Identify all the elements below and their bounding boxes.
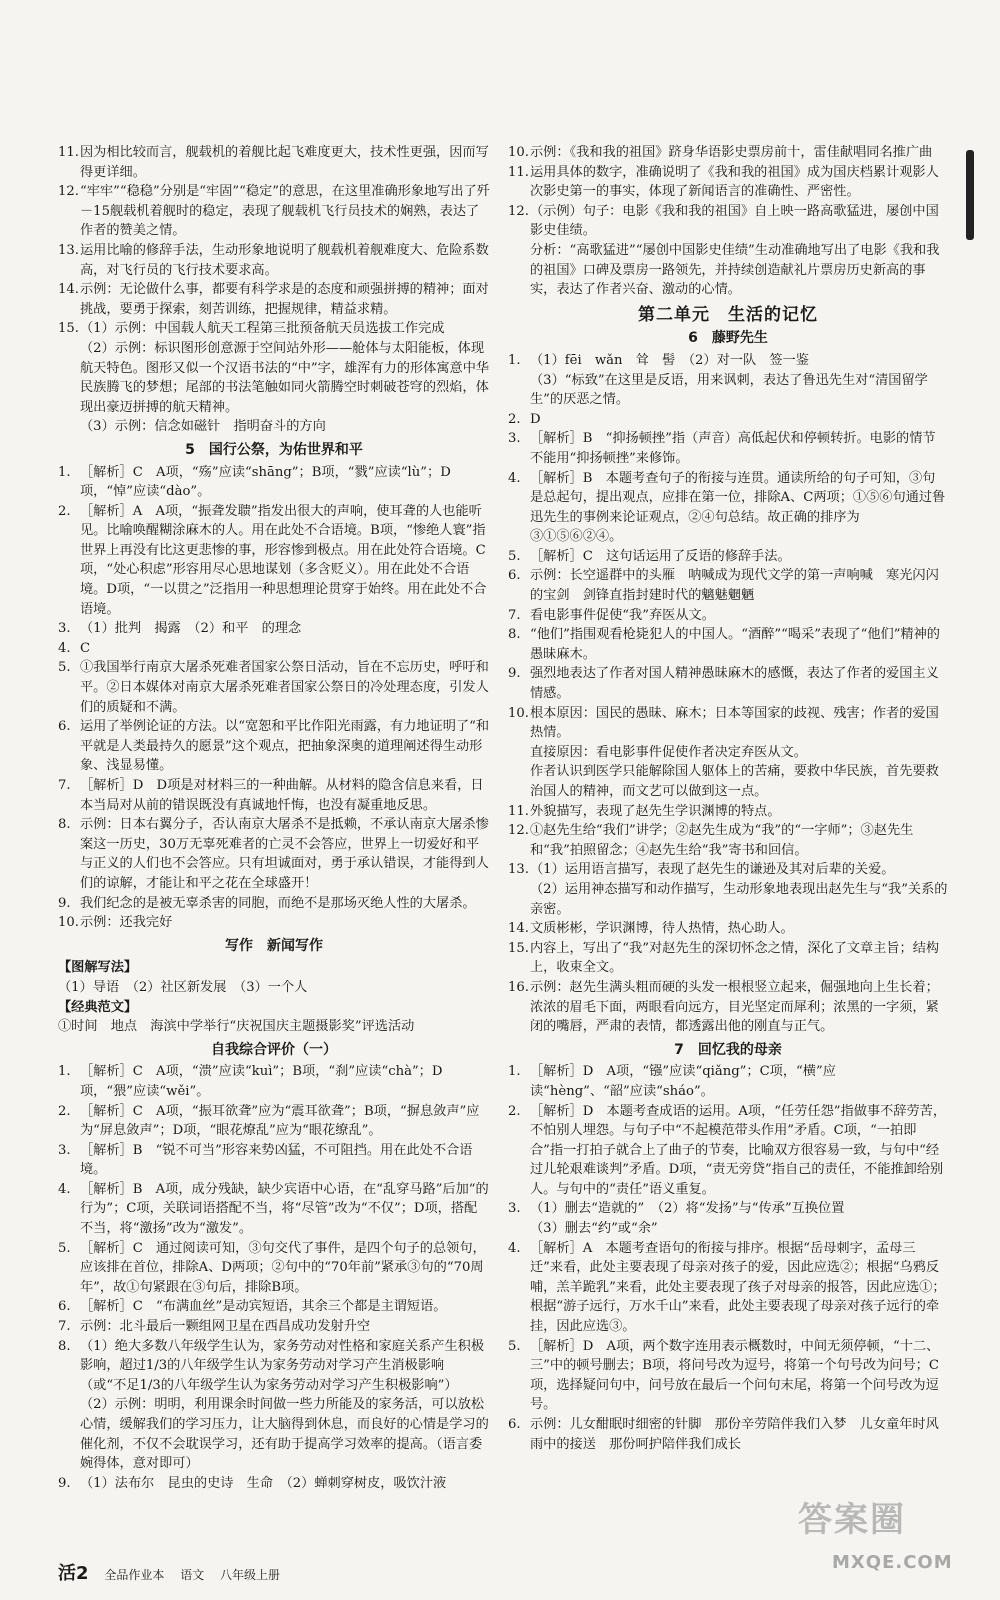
answer-subitem: （2）示例：明明，利用课余时间做一些力所能及的家务活，可以放松心情，缓解我们的学习压力，让大脑得到休息，而良好的心情是学习的催化剂，不仅不会耽误学习，还有助于提高学习效率的提高。（语言委婉得体，意对即可） [80, 1397, 489, 1472]
item-text: 示例：北斗最后一颗组网卫星在西昌成功发射升空 [80, 1319, 371, 1335]
answer-item [58, 1474, 490, 1494]
answer-item [508, 1102, 948, 1200]
item-number: 11. [508, 164, 529, 180]
item-text: 示例：日本右翼分子，否认南京大屠杀不是抵赖，不承认南京大屠杀惨案这一历史，30万无辜死难者的亡灵不会答应，世界上一切爱好和平与正义的人们也不会答应。只有坦诚面对，勇于承认错误，才能得到人们的谅解，才能让和平之花在全球盛开！ [80, 817, 489, 891]
item-text: ［解析］C A项，“溃”应读“kuì”；B项，“刹”应读“chà”；D项，“猥”应读“wěi”。 [80, 1064, 443, 1099]
bracket-heading: 【图解写法】 [58, 960, 138, 976]
answer-item [508, 1415, 948, 1454]
item-number: 3. [58, 1142, 71, 1158]
item-text: 内容上，写出了“我”对赵先生的深切怀念之情，深化了文章主旨；结构上，收束全文。 [530, 940, 940, 976]
answer-item [58, 1239, 490, 1298]
answer-item [508, 143, 948, 163]
item-text: 根本原因：国民的愚昧、麻木；日本等国家的歧视、残害；作者的爱国热情。 [530, 705, 939, 741]
item-number: 6. [58, 1299, 71, 1315]
item-text: ［解析］D 本题考查成语的运用。A项，“任劳任怨”指做事不辞劳苦，不怕别人埋怨。与句子中“不起模范带头作用”矛盾。C项，“一拍即合”指一打拍子就合上了曲子的节奏，比喻双方很容易一致，与句中“经过儿轮艰难谈判”矛盾。D项，“责无旁贷”指自己的责任，不能推卸给别人。与句中的“责任”语义重复。 [530, 1103, 947, 1197]
answer-item [58, 619, 490, 639]
item-text: （1）法布尔 昆虫的史诗 生命 （2）蝉刺穿树皮，吸饮汁液 [80, 1475, 447, 1491]
item-text: 外貌描写，表现了赵先生学识渊博的特点。 [530, 803, 781, 819]
item-text: ［解析］C 这句话运用了反语的修辞手法。 [530, 548, 791, 564]
item-text: ［解析］C A项，“振耳欲聋”应为“震耳欲聋”；B项，“摒息敛声”应为“屏息敛声”；D项，“眼花燎乱”应为“眼花缭乱”。 [80, 1103, 480, 1139]
item-number: 7. [508, 607, 521, 623]
item-text: （1）fēi wǎn 耸 髻 （2）对一队 签一鉴 [530, 352, 809, 368]
answer-item [58, 143, 490, 182]
answer-item [58, 1337, 490, 1396]
item-text: 看电影事件促使“我”弃医从文。 [530, 607, 715, 623]
answer-item [508, 202, 948, 241]
answer-item [508, 625, 948, 664]
answer-subitem: 作者认识到医学只能解除国人躯体上的苦痛，要救中华民族，首先要救治国人的精神，而文艺可以做到这一点。 [530, 764, 939, 799]
item-text: ［解析］C A项，“殇”应读“shāng”；B项，“戮”应读“lù”；D项，“悼”应读“dào”。 [80, 464, 451, 500]
item-number: 1. [58, 1064, 71, 1080]
answer-item [58, 1180, 490, 1239]
item-text: 我们纪念的是被无辜杀害的同胞，而绝不是那场灭绝人性的大屠杀。 [80, 895, 476, 911]
item-text: （1）批判 揭露 （2）和平 的理念 [80, 621, 302, 637]
item-text: 文质彬彬，学识渊博，待人热情，热心助人。 [530, 921, 794, 937]
item-number: 13. [508, 862, 529, 878]
answer-item [508, 163, 948, 202]
item-text: 示例：赵先生满头粗而硬的头发一根根竖立起来，倔强地向上生长着；浓浓的眉毛下面，两眼看向远方，目光坚定而犀利；浓黑的一字须，紧闭的嘴唇，严肃的表情，都透露出他的刚直与正气。 [530, 979, 939, 1035]
item-number: 3. [58, 621, 71, 637]
answer-item [58, 639, 490, 659]
item-text: ［解析］A 本题考查语句的衔接与排序。根据“岳母刺字，孟母三迁”来看，此处主要表现了母亲对孩子的爱，因此应选②；根据“乌鸦反哺，羔羊跪乳”来看，此处主要表现了孩子对母亲的报答，因此应选①；根据“游子远行，万水千山”来看，此处主要表现了母亲对孩子远行的牵挂，因此应选③。 [530, 1240, 946, 1335]
answer-item [508, 1199, 948, 1219]
answer-item [58, 913, 490, 933]
item-text: D [530, 411, 541, 427]
item-number: 7. [58, 1319, 71, 1335]
answer-item [508, 821, 948, 860]
plain-line: （1）导语 （2）社区新发展 （3）一个人 [58, 979, 308, 995]
item-number: 3. [508, 431, 521, 447]
answer-item [58, 182, 490, 241]
answer-subitem: （3）“标致”在这里是反语，用来讽刺，表达了鲁迅先生对“清国留学生”的厌恶之情。 [530, 372, 928, 408]
item-number: 6. [58, 719, 71, 735]
page-footer [58, 1559, 280, 1585]
item-text: ［解析］D A项，两个数字连用表示概数时，中间无须停顿，“十二、三”中的顿号删去；B项，将问号改为逗号，将第一个句号改为问号；C项，选择疑问句中，问号放在最后一个问句末尾，将第一个问号改为逗号。 [530, 1338, 940, 1413]
answer-item [508, 410, 948, 430]
answer-item [508, 939, 948, 978]
item-text: 运用比喻的修辞手法，生动形象地说明了舰载机着舰难度大、危险系数高，对飞行员的飞行技术要求高。 [80, 242, 489, 278]
section-title: 写作 新闻写作 [225, 937, 323, 954]
item-text: ［解析］B A项，成分残缺，缺少宾语中心语，在“乱穿马路”后加“的行为”；C项，关联词语搭配不当，将“尽管”改为“不仅”；D项，搭配不当，将“激扬”改为“激发”。 [80, 1181, 489, 1237]
item-number: 9. [58, 895, 71, 911]
item-number: 6. [508, 1417, 521, 1432]
answer-item [508, 606, 948, 626]
item-number: 14. [58, 282, 79, 298]
item-text: C [80, 640, 91, 656]
watermark-url: MXQE.COM [832, 1552, 953, 1573]
item-number: 5. [508, 548, 521, 564]
item-number: 2. [58, 1103, 71, 1119]
item-text: 运用具体的数字，准确说明了《我和我的祖国》成为国庆档累计观影人次影史第一的事实，体现了新闻语言的准确性、严密性。 [530, 164, 939, 200]
item-text: ［解析］B “锐不可当”形容来势凶猛，不可阻挡。用在此处不合语境。 [80, 1142, 473, 1178]
item-number: 6. [508, 568, 521, 584]
answer-item [508, 1337, 948, 1415]
answer-item [508, 1062, 948, 1101]
bracket-heading: 【经典范文】 [58, 999, 138, 1015]
item-number: 1. [58, 464, 71, 480]
subject-name: 语文 [180, 1568, 205, 1582]
answer-item [58, 894, 490, 914]
item-text: ［解析］D D项是对材料三的一种曲解。从材料的隐含信息来看，日本当局对从前的错误既没有真诚地忏悔，也没有凝重地反思。 [80, 778, 484, 813]
edge-mark [966, 150, 974, 240]
answer-item [508, 469, 948, 547]
item-number: 2. [508, 411, 521, 427]
item-number: 12. [508, 823, 529, 839]
grade-name: 八年级上册 [220, 1568, 281, 1582]
watermark [792, 1490, 992, 1590]
item-number: 8. [58, 817, 71, 833]
item-number: 16. [508, 979, 529, 995]
item-text: （1）示例：中国载人航天工程第三批预备航天员选拔工作完成 [80, 321, 445, 337]
answer-item [58, 658, 490, 717]
answer-item [508, 919, 948, 939]
item-number: 8. [58, 1338, 71, 1354]
item-text: 示例：长空遥群中的头雁 呐喊成为现代文学的第一声响喊 寒光闪闪的宝剑 剑锋直指封建时代的魑魅魍魉 [530, 568, 939, 604]
answer-item [508, 860, 948, 880]
item-number: 4. [508, 1240, 521, 1256]
answer-item [58, 1062, 490, 1101]
watermark-logo: 答案圈 [798, 1500, 906, 1540]
answer-item [58, 1141, 490, 1180]
item-text: 示例：无论做什么事，都要有科学求是的态度和顽强拼搏的精神；面对挑战，要勇于探索，刻苦训练，把握规律，精益求精。 [80, 282, 489, 317]
item-text: 运用了举例论证的方法。以“宽恕和平比作阳光雨露，有力地证明了“和平就是人类最持久的愿景”这个观点，把抽象深奥的道理阐述得生动形象、浅显易懂。 [80, 719, 490, 774]
answer-item [58, 1102, 490, 1141]
answer-item [58, 463, 490, 502]
item-number: 5. [58, 1240, 71, 1256]
item-number: 14. [508, 921, 529, 937]
item-number: 4. [58, 640, 71, 656]
answer-item [58, 280, 490, 319]
item-text: 示例：《我和我的祖国》跻身华语影史票房前十，雷佳献唱同名推广曲 [530, 145, 933, 160]
item-text: 强烈地表达了作者对国人精神愚昧麻木的感慨，表达了作者的爱国主义情感。 [530, 666, 939, 702]
item-number: 10. [58, 915, 79, 931]
item-number: 13. [58, 242, 79, 258]
answer-item [508, 802, 948, 822]
answer-item [58, 1317, 490, 1337]
section-title: 5 国行公祭，为佑世界和平 [185, 441, 363, 458]
item-number: 5. [508, 1338, 521, 1354]
answer-item [508, 664, 948, 703]
item-number: 10. [508, 145, 529, 160]
item-text: ［解析］C “布满血丝”是动宾短语，其余三个都是主谓短语。 [80, 1299, 447, 1315]
item-text: “牢牢”“稳稳”分别是“牢固”“稳定”的意思，在这里准确形象地写出了歼－15舰载机着舰时的稳定，表现了舰载机飞行员技术的娴熟，表达了作者的赞美之情。 [80, 184, 490, 239]
answer-item [508, 566, 948, 605]
answer-item [58, 815, 490, 893]
item-text: ［解析］D A项，“镪”应读“qiǎng”；C项，“横”应读“hèng”、“韶”应读“sháo”。 [530, 1064, 836, 1099]
item-number: 12. [58, 184, 79, 200]
right-column [508, 143, 948, 1454]
series-name: 全品作业本 [104, 1568, 165, 1582]
answer-item [508, 351, 948, 371]
answer-subitem: （3）删去“约”或“余” [530, 1221, 658, 1237]
section-title: 自我综合评价（一） [211, 1041, 337, 1058]
item-text: ①我国举行南京大屠杀死难者国家公祭日活动，旨在不忘历史，呼吁和平。②日本媒体对南京大屠杀死难者国家公祭日的冷处理态度，引发人们的质疑和不满。 [80, 660, 489, 715]
plain-line: ①时间 地点 海滨中学举行“庆祝国庆主题摄影奖”评选活动 [58, 1019, 415, 1035]
item-number: 11. [58, 145, 79, 160]
item-number: 1. [508, 1064, 521, 1080]
item-text: （1）绝大多数八年级学生认为，家务劳动对性格和家庭关系产生积极影响，超过1/3的八年级学生认为家务劳动对学习产生消极影响（或“不足1/3的八年级学生认为家务劳动对学习产生积极影响”） [80, 1338, 485, 1393]
item-number: 1. [508, 352, 521, 368]
item-number: 9. [58, 1475, 71, 1491]
left-column [58, 143, 490, 1493]
answer-item [58, 1297, 490, 1317]
item-number: 10. [508, 705, 529, 721]
item-number: 9. [508, 666, 521, 682]
item-text: “他们”指围观看枪毙犯人的中国人。“酒醉”“喝采”表现了“他们”精神的愚昧麻木。 [530, 627, 940, 662]
answer-item [58, 319, 490, 339]
item-text: （1）删去“造就的” （2）将“发扬”与“传承”互换位置 [530, 1201, 845, 1217]
answer-subitem: （2）示例：标识图形创意源于空间站外形——舱体与太阳能板，体现航天特色。图形又似一个汉语书法的“中”字，雄浑有力的形体寓意中华民族腾飞的梦想；尾部的书法笔触如同火箭腾空时刺破苍穹的烈焰，体现出豪迈拼搏的航天精神。 [80, 340, 490, 415]
answer-subitem: （2）运用神态描写和动作描写，生动形象地表现出赵先生与“我”关系的亲密。 [530, 881, 948, 917]
answer-subitem: 分析：“高歌猛进”“屡创中国影史佳绩”生动准确地写出了电影《我和我的祖国》口碑及票房一路领先，并持续创造献礼片票房历史新高的事实，表达了作者兴奋、激动的心情。 [530, 242, 940, 298]
answer-item [508, 704, 948, 743]
item-number: 4. [58, 1181, 71, 1197]
item-number: 11. [508, 803, 529, 819]
item-text: ［解析］B “抑扬顿挫”指（声音）高低起伏和停顿转折。电影的情节不能用“抑扬顿挫”来修饰。 [530, 431, 936, 466]
item-number: 2. [58, 503, 71, 519]
answer-item [508, 978, 948, 1037]
answer-item [58, 502, 490, 620]
item-text: ［解析］C 通过阅读可知，③句交代了事件，是四个句子的总领句，应该排在首位，排除A、D两项；②句中的“70年前”紧承③句的“70周年”，故①句紧跟在③句后，排除B项。 [80, 1240, 486, 1295]
item-number: 15. [508, 940, 529, 956]
item-text: 示例：还我完好 [80, 915, 173, 931]
answer-item [58, 241, 490, 280]
item-text: 因为相比较而言，舰载机的着舰比起飞难度更大，技术性更强，因而写得更详细。 [80, 145, 489, 180]
item-text: （示例）句子：电影《我和我的祖国》自上映一路高歌猛进，屡创中国影史佳绩。 [530, 203, 939, 239]
item-number: 7. [58, 778, 71, 793]
item-number: 2. [508, 1103, 521, 1119]
item-text: ［解析］A A项，“振聋发聩”指发出很大的声响，使耳聋的人也能听见。比喻唤醒糊涂麻木的人。用在此处不合语境。B项，“惨绝人寰”指世界上再没有比这更悲惨的事，形容惨到极点。用在此处符合语境。C项，“处心积虑”形容用尽心思地谋划（多含贬义）。用在此处不合语境。D项，“一以贯之”泛指用一种思想理论贯穿于始终。用在此处不合语境。 [80, 503, 487, 617]
unit-title: 第二单元 生活的记忆 [638, 304, 818, 325]
item-text: ［解析］B 本题考查句子的衔接与连贯。通读所给的句子可知，③句是总起句，提出观点，应排在第一位，排除A、C两项；①⑤⑥句通过鲁迅先生的事例来论证观点，②④句总结。故正确的排序为③①⑤⑥②④。 [530, 470, 946, 545]
answer-item [508, 547, 948, 567]
answer-item [508, 1239, 948, 1337]
page-number: 活2 [58, 1563, 89, 1584]
item-text: 示例：儿女酣眠时细密的针脚 那份辛劳陪伴我们入梦 儿女童年时风雨中的接送 那份呵护陪伴我们成长 [530, 1417, 939, 1452]
section-title: 6 藤野先生 [688, 330, 768, 347]
item-number: 12. [508, 203, 529, 219]
answer-item [58, 776, 490, 815]
answer-subitem: （3）示例：信念如磁针 指明奋斗的方向 [80, 419, 326, 435]
item-number: 8. [508, 627, 521, 643]
item-text: （1）运用语言描写，表现了赵先生的谦逊及其对后辈的关爱。 [530, 862, 895, 878]
item-number: 5. [58, 660, 71, 676]
section-title: 7 回忆我的母亲 [674, 1041, 782, 1058]
answer-item [58, 717, 490, 776]
answer-subitem: 直接原因：看电影事件促使作者决定弃医从文。 [530, 744, 807, 760]
item-number: 3. [508, 1201, 521, 1217]
item-text: ①赵先生给“我们”讲学；②赵先生成为“我”的“一字师”；③赵先生和“我”拍照留念；④赵先生给“我”寄书和回信。 [530, 823, 914, 858]
item-number: 15. [58, 321, 79, 337]
item-number: 4. [508, 470, 521, 486]
answer-item [508, 429, 948, 468]
